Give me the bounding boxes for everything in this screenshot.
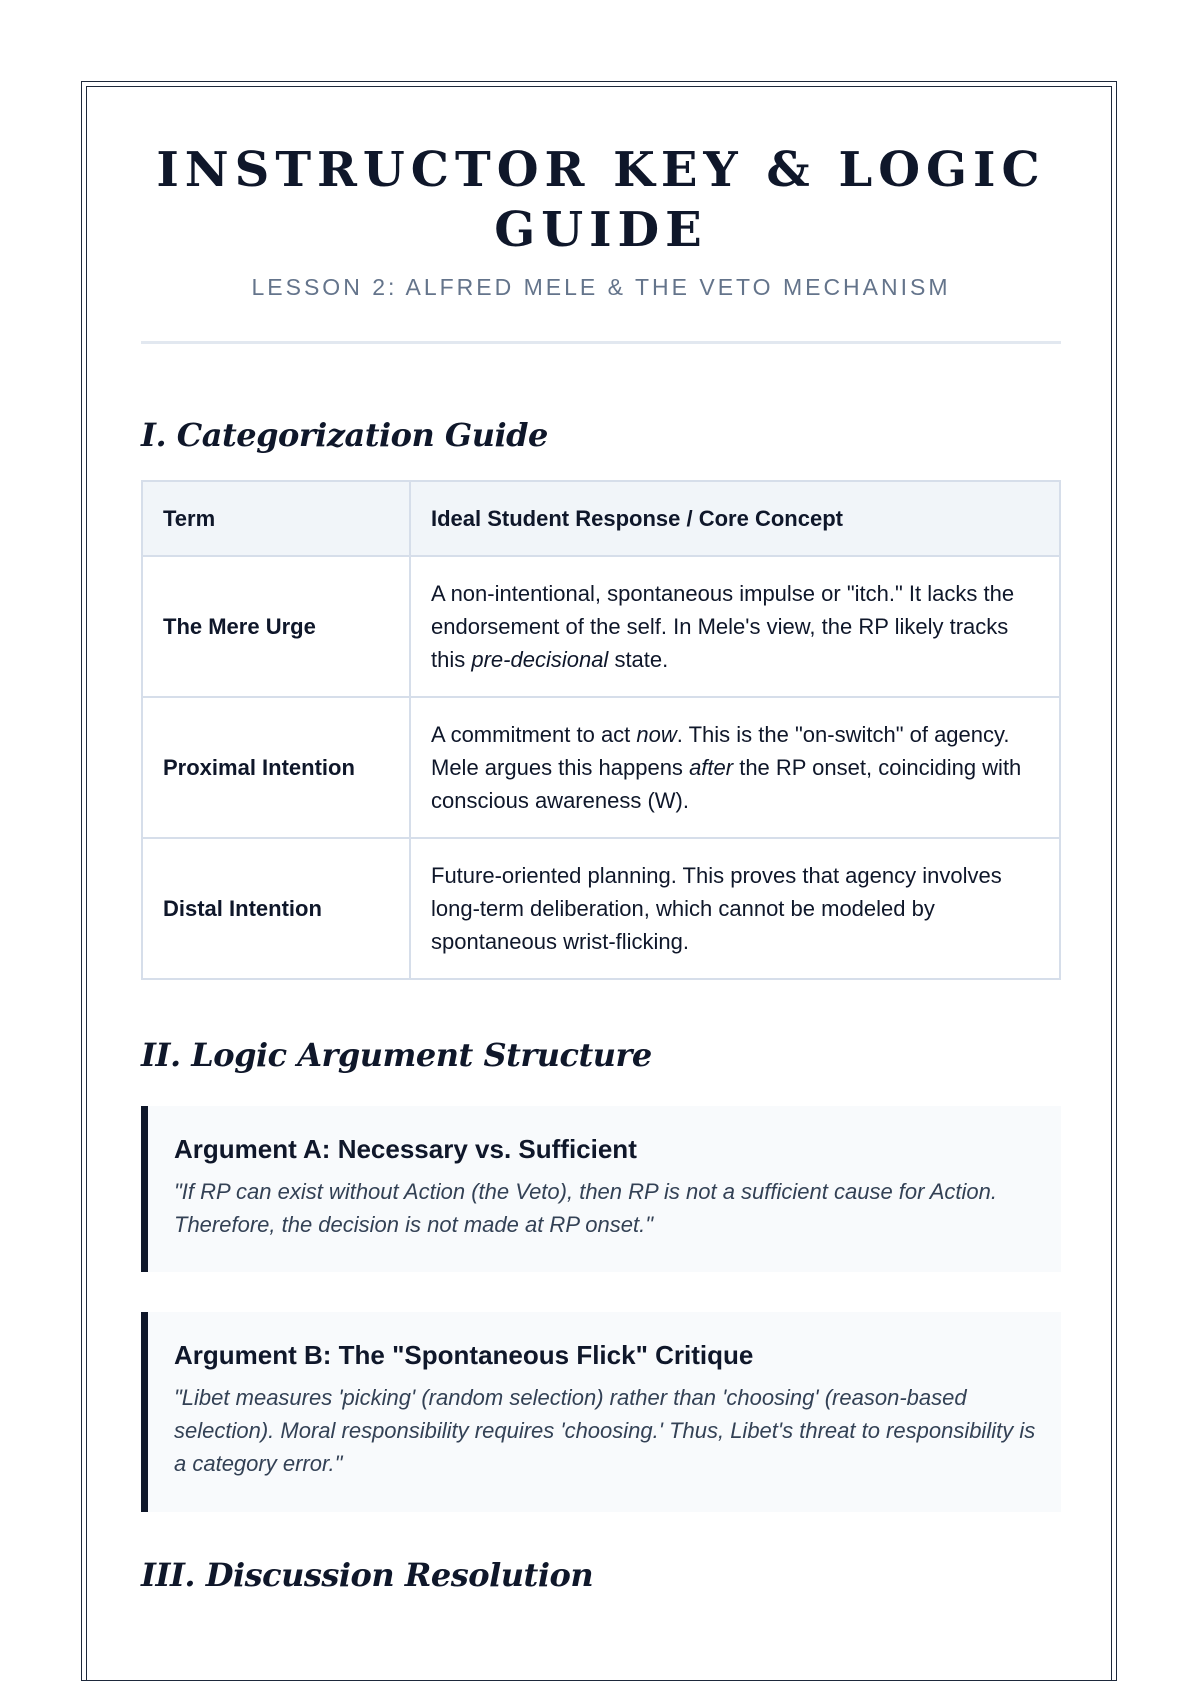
argument-title: Argument B: The "Spontaneous Flick" Critique: [174, 1340, 754, 1370]
argument-card: [141, 1312, 1061, 1512]
term-cell: Proximal Intention: [142, 697, 410, 838]
table-header-row: [142, 481, 1060, 556]
section-heading-discussion: III. Discussion Resolution: [141, 1556, 594, 1594]
description-text: . This is the "on-switch" of agency. Mele argues this happens: [431, 722, 1010, 780]
description-cell: [410, 556, 1060, 697]
description-emphasis: now: [636, 722, 677, 747]
description-text: A commitment to act: [431, 722, 637, 747]
description-cell: [410, 697, 1060, 838]
argument-card: [141, 1106, 1061, 1272]
term-cell: Distal Intention: [142, 838, 410, 979]
table-header-term: Term: [142, 481, 410, 556]
title-divider: [141, 341, 1061, 344]
table-row: [142, 838, 1060, 979]
document-subtitle: LESSON 2: ALFRED MELE & THE VETO MECHANISM: [251, 274, 951, 300]
description-text: state.: [608, 647, 669, 672]
section-heading-categorization: I. Categorization Guide: [141, 416, 548, 454]
section-heading-logic: II. Logic Argument Structure: [141, 1036, 652, 1074]
description-cell: Future-oriented planning. This proves that agency involves long-term deliberation, which cannot be modeled by spontaneous wrist-flicking.: [410, 838, 1060, 979]
argument-quote: "If RP can exist without Action (the Veto), then RP is not a sufficient cause for Action. Therefore, the decision is not made at RP onset.": [174, 1179, 998, 1237]
table-header-response: Ideal Student Response / Core Concept: [410, 481, 1060, 556]
description-text: A non-intentional, spontaneous impulse or "itch." It lacks the endorsement of the self. In Mele's view, the RP likely tracks this: [431, 581, 1015, 672]
term-cell: The Mere Urge: [142, 556, 410, 697]
document-title: INSTRUCTOR KEY & LOGIC GUIDE: [156, 142, 1046, 258]
description-emphasis: pre-decisional: [471, 647, 609, 672]
description-text: the RP onset, coinciding with conscious awareness (W).: [431, 755, 1022, 813]
categorization-table: [141, 480, 1061, 980]
argument-quote: "Libet measures 'picking' (random selection) rather than 'choosing' (reason-based selection). Moral responsibility requires 'choosing.' Thus, Libet's threat to responsibility is a category error.": [174, 1385, 1036, 1476]
argument-title: Argument A: Necessary vs. Sufficient: [174, 1134, 637, 1164]
document-content: [141, 140, 1061, 1594]
table-row: [142, 556, 1060, 697]
description-emphasis: after: [689, 755, 734, 780]
table-row: [142, 697, 1060, 838]
